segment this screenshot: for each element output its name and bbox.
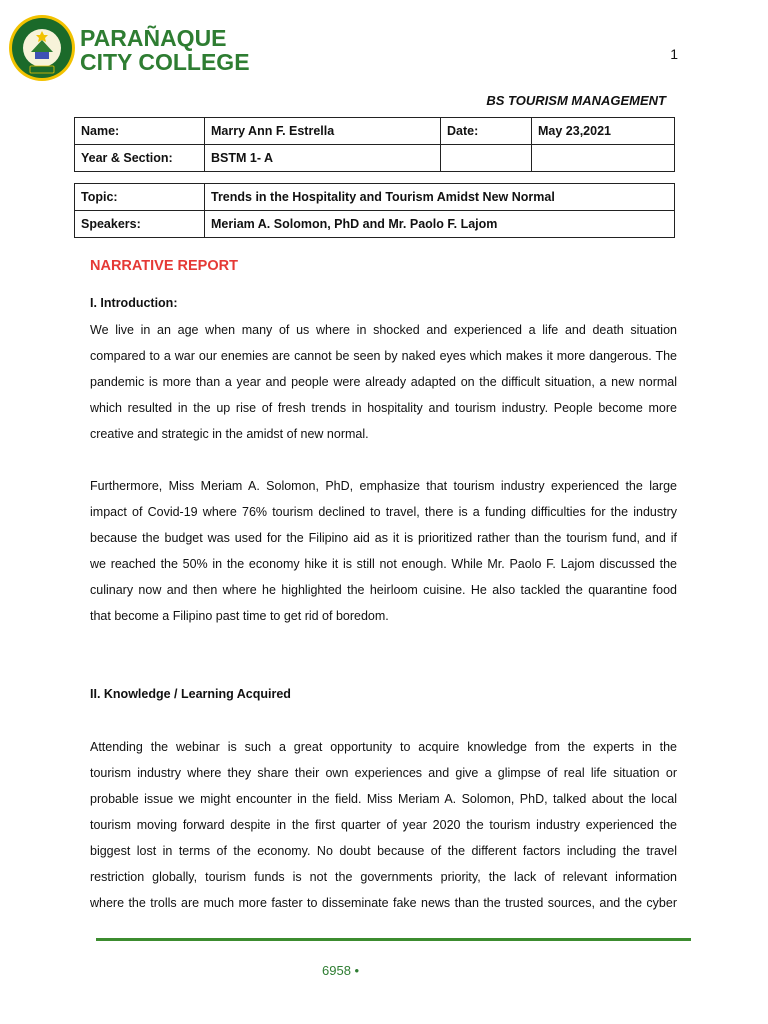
report-heading: NARRATIVE REPORT	[90, 258, 238, 274]
date-label: Date:	[441, 118, 532, 145]
footer-page-id: 6958 •	[322, 963, 360, 978]
table-row	[75, 211, 675, 238]
intro-paragraph-1	[90, 317, 677, 447]
name-value: Marry Ann F. Estrella	[205, 118, 441, 145]
intro-title: I. Introduction:	[90, 296, 178, 310]
text-line: creative and strategic in the amidst of new normal.	[90, 427, 369, 441]
text-line: culinary now and then where he highlighted the heirloom cuisine. He also tackled the quarantine food	[90, 583, 677, 597]
topic-value: Trends in the Hospitality and Tourism Amidst New Normal	[205, 184, 675, 211]
knowledge-title: II. Knowledge / Learning Acquired	[90, 687, 291, 701]
topic-label: Topic:	[75, 184, 205, 211]
intro-paragraph-2	[90, 473, 677, 629]
section-label: Year & Section:	[75, 145, 205, 172]
page-number: 1	[670, 46, 678, 62]
speakers-label: Speakers:	[75, 211, 205, 238]
empty-cell	[441, 145, 532, 172]
table-row	[75, 184, 675, 211]
date-value: May 23,2021	[532, 118, 675, 145]
program-title: BS TOURISM MANAGEMENT	[486, 93, 666, 108]
text-line: Furthermore, Miss Meriam A. Solomon, PhD, emphasize that tourism industry experienced the large	[90, 479, 677, 493]
text-line: which resulted in the up rise of fresh trends in hospitality and tourism industry. People become more	[90, 401, 677, 415]
text-line: restriction globally, tourism funds is not the governments priority, the lack of relevant information	[90, 870, 677, 884]
empty-cell	[532, 145, 675, 172]
text-line: that become a Filipino past time to get rid of boredom.	[90, 609, 389, 623]
college-name-line2: CITY COLLEGE	[80, 49, 250, 75]
table-row	[75, 118, 675, 145]
text-line: We live in an age when many of us where in shocked and experienced a life and death situation	[90, 323, 677, 337]
text-line: compared to a war our enemies are cannot be seen by naked eyes which makes it more dangerous. The	[90, 349, 677, 363]
topic-table	[74, 183, 675, 238]
text-line: pandemic is more than a year and people were already adapted on the difficult situation, a new normal	[90, 375, 677, 389]
text-line: because the budget was used for the Filipino aid as it is prioritized rather than the tourism fund, and if	[90, 531, 677, 545]
section-value: BSTM 1- A	[205, 145, 441, 172]
text-line: tourism moving forward despite in the first quarter of year 2020 the tourism industry experienced the	[90, 818, 677, 832]
text-line: we reached the 50% in the economy hike it is still not enough. While Mr. Paolo F. Lajom discussed the	[90, 557, 677, 571]
text-line: biggest lost in terms of the economy. No doubt because of the different factors including the travel	[90, 844, 677, 858]
text-line: tourism industry where they share their own experiences and give a glimpse of real life situation or	[90, 766, 677, 780]
college-name-line1: PARAÑAQUE	[80, 25, 227, 51]
footer-divider	[96, 938, 691, 941]
college-seal-logo	[8, 14, 76, 82]
text-line: impact of Covid-19 where 76% tourism declined to travel, there is a funding difficulties for the industry	[90, 505, 677, 519]
name-label: Name:	[75, 118, 205, 145]
text-line: where the trolls are much more faster to disseminate fake news than the trusted sources, and the cyber	[90, 896, 677, 910]
student-info-table	[74, 117, 675, 172]
knowledge-paragraph-1	[90, 734, 677, 916]
text-line: probable issue we might encounter in the field. Miss Meriam A. Solomon, PhD, talked about the local	[90, 792, 677, 806]
speakers-value: Meriam A. Solomon, PhD and Mr. Paolo F. Lajom	[205, 211, 675, 238]
college-name	[80, 26, 250, 74]
table-row	[75, 145, 675, 172]
text-line: Attending the webinar is such a great opportunity to acquire knowledge from the experts in the	[90, 740, 677, 754]
